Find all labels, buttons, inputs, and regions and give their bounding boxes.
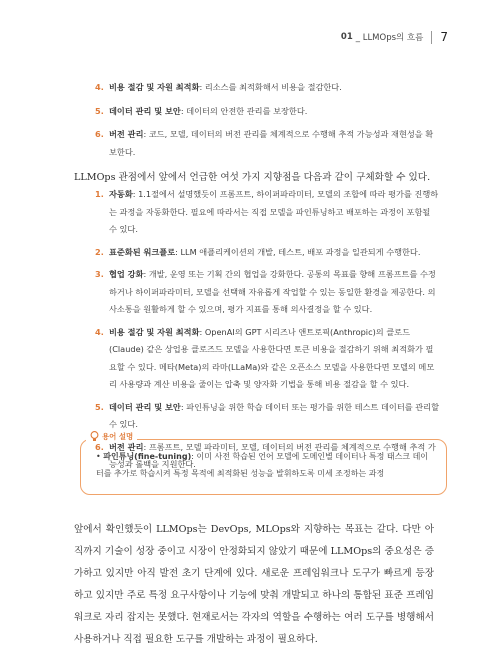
closing-paragraph: 앞에서 확인했듯이 LLMOps는 DevOps, MLOps와 지향하는 목표는 같다. 다만 아직까지 기술이 성장 중이고 시장이 안정화되지 않았기 때문에 LLMOps의 중요성은 증가하고 있지만 아직 발전 초기 단계에 있다. 새로운 프레임워크나 도구가 빠르게 등장하고 있지만 주로 특정 요구사항이나 기능에 맞춰 개발되고 하나의 통합된 표준 프레임워크로 자리 잡지는 못했다. 현재로서는 각자의 역할을 수행하는 여러 도구를 병행해서 사용하거나 직접 필요한 도구를 개발하는 과정이 필요하다. <box>74 523 434 645</box>
list-item <box>95 79 440 97</box>
item-text: : 데이터의 안전한 관리를 보장한다. <box>180 105 308 116</box>
item-text: : 프롬프트, 모델 파라미터, 모델, 데이터의 버전 관리를 체계적으로 수행해 추적 가능성과 롤백을 지원한다. <box>109 441 436 469</box>
item-number: 5. <box>95 105 104 116</box>
item-number: 1. <box>95 189 104 199</box>
item-text: : 개발, 운영 또는 기획 간의 협업을 강화한다. 공통의 목표를 향해 프롬프트를 수정하거나 하이퍼파라미터, 모델을 선택해 자유롭게 작업할 수 있는 동일한 환경을 제공한다. 의사소통을 원활하게 할 수 있으며, 평가 지표를 통해 의사결정을 할 수 있다. <box>109 269 436 314</box>
list-item <box>95 399 440 434</box>
list-item <box>95 103 440 121</box>
chapter-number: 01 <box>340 32 353 42</box>
item-keyword: 협업 강화 <box>109 269 144 279</box>
term-keyword: 파인튜닝(fine-tuning) <box>103 452 192 461</box>
item-number: 2. <box>95 246 104 257</box>
item-keyword: 데이터 관리 및 보안 <box>109 105 181 116</box>
list-item <box>95 244 440 262</box>
intro-paragraph: LLMOps 관점에서 앞에서 언급한 여섯 가지 지향점을 다음과 같이 구체화할 수 있다. <box>74 171 431 183</box>
term-note-title <box>86 431 137 442</box>
header-divider <box>431 31 432 44</box>
bullet: • <box>96 452 104 461</box>
list-item <box>95 126 440 161</box>
item-keyword: 비용 절감 및 자원 최적화 <box>109 326 200 337</box>
item-number: 4. <box>95 82 104 92</box>
item-keyword: 버전 관리 <box>109 441 144 452</box>
item-keyword: 자동화 <box>109 189 133 199</box>
list-item <box>95 324 440 394</box>
item-number: 4. <box>95 326 104 337</box>
running-header <box>341 30 448 44</box>
list-item <box>95 186 440 239</box>
chapter-title: _ LLMOps의 흐름 <box>355 33 424 43</box>
item-keyword: 버전 관리 <box>109 129 144 139</box>
item-number: 5. <box>95 401 104 412</box>
item-text: : 리소스를 최적화해서 비용을 절감한다. <box>199 82 342 92</box>
top-goal-list <box>95 79 440 167</box>
term-definition: : 이미 사전 학습된 언어 모델에 도메인별 데이터나 특정 태스크 데이터를 추가로 학습시켜 특정 목적에 최적화된 성능을 발휘하도록 미세 조정하는 과정 <box>96 452 429 478</box>
item-text: : OpenAI의 GPT 시리즈나 앤트로픽(Anthropic)의 클로드(Claude) 같은 상업용 클로즈드 모델을 사용한다면 토큰 비용을 절감하기 위해 최적화가 필요할 수 있다. 메타(Meta)의 라마(LLaMa)와 같은 오픈소스 모델을 사용한다면 모델의 메모리 사용량과 계산 비용을 줄이는 압축 및 양자화 기법을 통해 비용 절감을 할 수 있다. <box>109 326 435 389</box>
item-number: 3. <box>95 269 104 279</box>
llmops-goal-list <box>95 186 440 479</box>
item-number: 6. <box>95 441 104 452</box>
item-keyword: 데이터 관리 및 보안 <box>109 401 181 412</box>
lightbulb-icon <box>90 431 99 442</box>
list-item <box>95 266 440 319</box>
item-number: 6. <box>95 129 104 139</box>
item-keyword: 비용 절감 및 자원 최적화 <box>109 82 200 92</box>
page-number: 7 <box>440 30 448 44</box>
term-note-body <box>96 448 434 482</box>
item-text: : 코드, 모델, 데이터의 버전 관리를 체계적으로 수행해 추적 가능성과 재현성을 확보한다. <box>109 129 434 157</box>
item-text: : 파인튜닝을 위한 학습 데이터 또는 평가를 위한 테스트 데이터를 관리할 수 있다. <box>109 401 439 429</box>
item-keyword: 표준화된 워크플로 <box>109 246 176 257</box>
item-text: : LLM 애플리케이션의 개발, 테스트, 배포 과정을 일관되게 수행한다. <box>175 246 421 257</box>
term-note-title-text: 용어 설명 <box>102 432 134 441</box>
item-text: : 1.1절에서 설명했듯이 프롬프트, 하이퍼파라미터, 모델의 조합에 따라 평가를 진행하는 과정을 자동화한다. 필요에 따라서는 직접 모델을 파인튜닝하고 배포하는 과정이 포함될 수 있다. <box>109 189 439 234</box>
